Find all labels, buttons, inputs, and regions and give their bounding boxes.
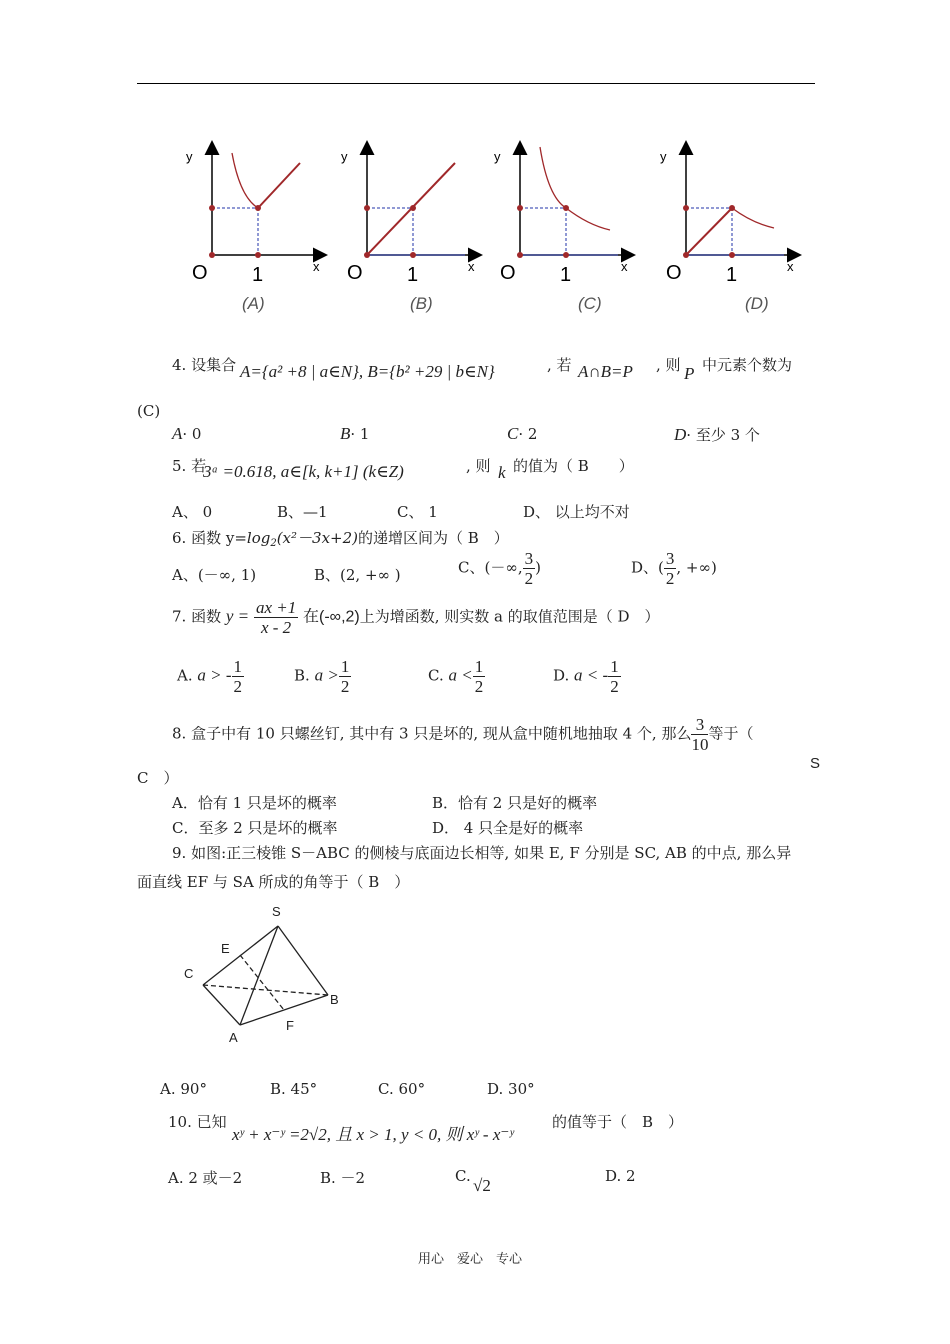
page-footer: 用心 爱心 专心 xyxy=(418,1252,523,1267)
svg-text:O: O xyxy=(347,262,363,284)
q9-opt-a: A. 90° xyxy=(160,1080,207,1098)
q5-opt-a: A、 0 xyxy=(172,503,213,521)
svg-text:O: O xyxy=(666,262,682,284)
header-rule xyxy=(137,83,815,84)
q5-opt-c: C、 1 xyxy=(397,503,438,521)
q6-opt-c: C、(－∞, $\frac{3}{2}$ ) xyxy=(458,549,541,588)
q6-stem: 6. 函数 $y=\log_2(x^2-3x+2)$的递增区间为（ B ） xyxy=(172,529,509,549)
q7-opt-b: B. a > $\frac{1}{2}$ xyxy=(294,657,350,696)
svg-text:E: E xyxy=(221,941,230,956)
origin-label: O xyxy=(192,262,208,284)
axis-y-label: y xyxy=(186,149,193,164)
q8-stem: 8. 盒子中有 10 只螺丝钉, 其中有 3 只是坏的, 现从盒中随机地抽取 4 个, 那么 $\frac{3}{10}$ 等于（ xyxy=(172,715,754,754)
q6-opt-b: B、(2, +∞ ) xyxy=(314,566,401,584)
graph-d xyxy=(683,143,799,258)
q5-opt-d: D、 以上均不对 xyxy=(523,503,630,521)
svg-text:y: y xyxy=(660,149,667,164)
q8-opt-d: D． 4 只全是好的概率 xyxy=(432,819,584,837)
svg-text:F: F xyxy=(286,1018,294,1033)
svg-text:S: S xyxy=(272,904,281,919)
graph-label-c: (C) xyxy=(578,294,602,313)
q7-opt-d: D. a < - $\frac{1}{2}$ xyxy=(553,657,619,696)
q4-answer: (C) xyxy=(137,402,161,420)
q5-lead: 5. 若 xyxy=(172,457,207,475)
svg-text:x: x xyxy=(621,259,628,274)
graph-label-b: (B) xyxy=(410,294,433,313)
pyramid-figure xyxy=(175,900,355,1050)
svg-text:1: 1 xyxy=(726,264,738,286)
q10-lead: 10. 已知 xyxy=(168,1113,227,1131)
graph-label-d: (D) xyxy=(745,294,769,313)
q10-opt-b: B. －2 xyxy=(320,1169,366,1187)
graph-a xyxy=(209,143,325,258)
q10-opt-a: A. 2 或－2 xyxy=(168,1169,243,1187)
q4-options: A· 0 B· 1 C· 2 D· 至少 3 个 xyxy=(172,424,760,444)
q10-opt-c-value: √2 xyxy=(473,1176,491,1195)
graph-label-a: (A) xyxy=(242,294,265,313)
q7-opt-c: C. a < $\frac{1}{2}$ xyxy=(428,657,484,696)
graph-c xyxy=(517,143,633,258)
q7-stem: 7. 函数 y = $\frac{ax +1}{x - 2}$ 在(-∞,2)上为增函数, 则实数 a 的取值范围是（ D ） xyxy=(172,598,660,637)
q10-opt-c: C. xyxy=(455,1167,471,1185)
svg-text:x: x xyxy=(468,259,475,274)
q6-opt-a: A、(－∞, 1) xyxy=(172,566,257,584)
q9-opt-c: C. 60° xyxy=(378,1080,426,1098)
q5-opt-b: B、—1 xyxy=(277,503,328,521)
graph-b xyxy=(364,143,480,258)
q7-opt-a: A. a > - $\frac{1}{2}$ xyxy=(177,657,243,696)
svg-text:1: 1 xyxy=(407,264,419,286)
svg-text:y: y xyxy=(494,149,501,164)
q6-opt-d: D、( $\frac{3}{2}$ , +∞) xyxy=(631,549,717,588)
svg-text:O: O xyxy=(500,262,516,284)
q10-expr: xʸ + x⁻ʸ =2√2, 且 x > 1, y < 0, 则 xʸ - x⁻ʸ xyxy=(232,1125,514,1144)
q8-opt-c: C．至多 2 只是坏的概率 xyxy=(172,819,338,837)
svg-text:y: y xyxy=(341,149,348,164)
q9-opt-b: B. 45° xyxy=(270,1080,318,1098)
q4-lead: 4. 设集合 xyxy=(172,356,237,374)
side-mark: S xyxy=(810,755,821,772)
svg-text:C: C xyxy=(184,966,194,981)
svg-text:A: A xyxy=(229,1030,238,1045)
svg-text:1: 1 xyxy=(560,264,572,286)
q8-opt-a: A．恰有 1 只是坏的概率 xyxy=(172,794,337,812)
q9-opt-d: D. 30° xyxy=(487,1080,535,1098)
q9-line2: 面直线 EF 与 SA 所成的角等于（ B ） xyxy=(137,873,410,891)
q9-line1: 9. 如图:正三棱锥 S－ABC 的侧棱与底面边长相等, 如果 E, F 分别是 SC, AB 的中点, 那么异 xyxy=(172,844,792,862)
axis-x-label: x xyxy=(313,259,320,274)
function-graphs xyxy=(170,135,810,325)
q8-answer: C ） xyxy=(137,769,179,787)
q8-opt-b: B．恰有 2 只是好的概率 xyxy=(432,794,598,812)
q10-opt-d: D. 2 xyxy=(605,1167,636,1185)
q4-sets: A={a² +8 | a∈N}, B={b² +29 | b∈N} xyxy=(240,362,495,381)
q5-expr: 3ᵃ =0.618, a∈[k, k+1] (k∈Z) xyxy=(203,462,404,481)
tick-one: 1 xyxy=(252,264,264,286)
svg-text:x: x xyxy=(787,259,794,274)
svg-text:B: B xyxy=(330,992,339,1007)
q4-intersection: A∩B=P xyxy=(578,362,633,381)
